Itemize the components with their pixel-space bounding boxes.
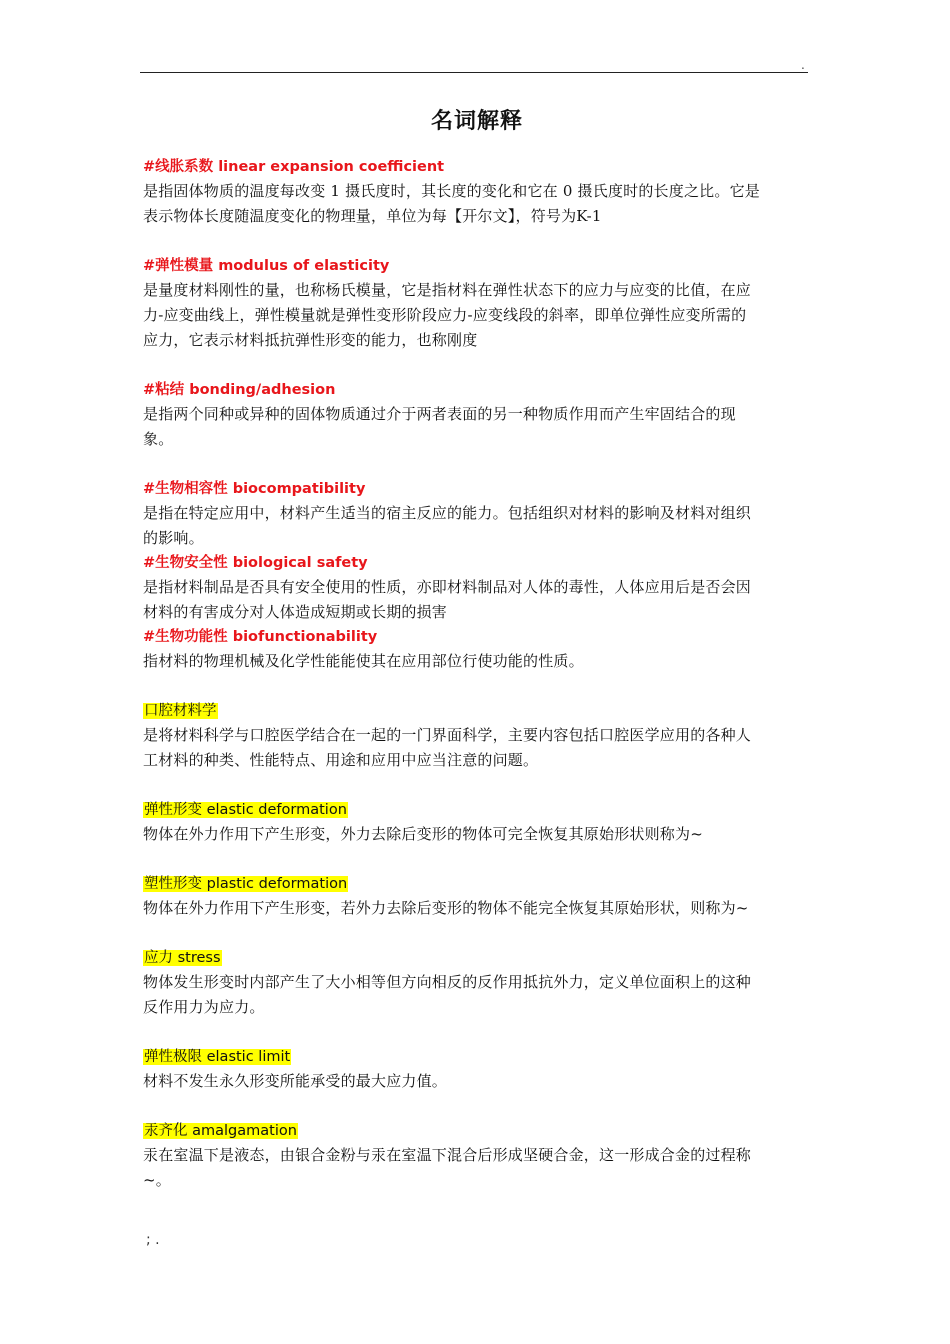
term-heading xyxy=(143,1045,811,1069)
definition-line: 物体在外力作用下产生形变，若外力去除后变形的物体不能完全恢复其原始形状，则称为~ xyxy=(143,899,749,917)
document-body xyxy=(143,104,811,1193)
definition-line: 是量度材料刚性的量，也称杨氏模量，它是指材料在弹性状态下的应力与应变的比值，在应 xyxy=(143,281,752,299)
definition-line: 是指固体物质的温度每改变 1 摄氏度时，其长度的变化和它在 0 摄氏度时的长度之比。它是 xyxy=(143,182,760,200)
definition-line: 是指在特定应用中，材料产生适当的宿主反应的能力。包括组织对材料的影响及材料对组织 xyxy=(143,504,752,522)
definition-line: 指材料的物理机械及化学性能能使其在应用部位行使功能的性质。 xyxy=(143,652,584,670)
term-heading xyxy=(143,872,811,896)
term-heading xyxy=(143,1119,811,1143)
definition-line: 物体发生形变时内部产生了大小相等但方向相反的反作用抵抗外力，定义单位面积上的这种 xyxy=(143,973,752,991)
header-rule xyxy=(140,72,808,73)
glossary-entry xyxy=(143,254,811,353)
glossary-entry xyxy=(143,872,811,921)
page-title: 名词解释 xyxy=(430,109,523,134)
term-heading xyxy=(143,946,811,970)
term-heading: #生物功能性 biofunctionability xyxy=(143,629,378,645)
term-highlight: 汞齐化 amalgamation xyxy=(144,1123,297,1139)
footer-mark: ; . xyxy=(146,1232,160,1248)
definition-line: 象。 xyxy=(143,430,174,448)
term-heading: #生物安全性 biological safety xyxy=(143,555,368,571)
glossary-entry xyxy=(143,477,811,551)
glossary-entry xyxy=(143,551,811,625)
glossary-entry xyxy=(143,1045,811,1094)
definition-line: 是指两个同种或异种的固体物质通过介于两者表面的另一种物质作用而产生牢固结合的现 xyxy=(143,405,736,423)
term-highlight: 口腔材料学 xyxy=(144,703,217,719)
definition-line: 汞在室温下是液态，由银合金粉与汞在室温下混合后形成坚硬合金，这一形成合金的过程称 xyxy=(143,1146,752,1164)
definition-line: 表示物体长度随温度变化的物理量，单位为每【开尔文】，符号为K-1 xyxy=(143,207,602,225)
glossary-entry xyxy=(143,798,811,847)
definition-line: 工材料的种类、性能特点、用途和应用中应当注意的问题。 xyxy=(143,751,539,769)
header-corner-mark: . xyxy=(801,58,805,72)
term-highlight: 弹性极限 elastic limit xyxy=(144,1049,291,1065)
definition-line: 应力，它表示材料抵抗弹性形变的能力，也称刚度 xyxy=(143,331,478,349)
term-highlight: 应力 stress xyxy=(144,950,221,966)
term-heading xyxy=(143,699,811,723)
glossary-entry xyxy=(143,155,811,229)
definition-line: 反作用力为应力。 xyxy=(143,998,265,1016)
definition-line: 的影响。 xyxy=(143,529,204,547)
glossary-entry xyxy=(143,946,811,1020)
term-highlight: 塑性形变 plastic deformation xyxy=(144,876,348,892)
glossary-entry xyxy=(143,1119,811,1193)
term-heading: #粘结 bonding/adhesion xyxy=(143,382,336,398)
term-heading: #弹性模量 modulus of elasticity xyxy=(143,258,390,274)
definition-line: 材料不发生永久形变所能承受的最大应力值。 xyxy=(143,1072,448,1090)
glossary-entry xyxy=(143,378,811,452)
definition-line: 物体在外力作用下产生形变，外力去除后变形的物体可完全恢复其原始形状则称为~ xyxy=(143,825,703,843)
definition-line: 材料的有害成分对人体造成短期或长期的损害 xyxy=(143,603,448,621)
term-heading xyxy=(143,798,811,822)
term-heading: #生物相容性 biocompatibility xyxy=(143,481,366,497)
glossary-entry xyxy=(143,699,811,773)
term-highlight: 弹性形变 elastic deformation xyxy=(144,802,347,818)
definition-line: ~。 xyxy=(143,1171,171,1189)
definition-line: 力-应变曲线上，弹性模量就是弹性变形阶段应力-应变线段的斜率，即单位弹性应变所需的 xyxy=(143,306,747,324)
term-heading: #线胀系数 linear expansion coefficient xyxy=(143,159,445,175)
definition-line: 是指材料制品是否具有安全使用的性质，亦即材料制品对人体的毒性，人体应用后是否会因 xyxy=(143,578,752,596)
glossary-entry xyxy=(143,625,811,674)
definition-line: 是将材料科学与口腔医学结合在一起的一门界面科学，主要内容包括口腔医学应用的各种人 xyxy=(143,726,752,744)
